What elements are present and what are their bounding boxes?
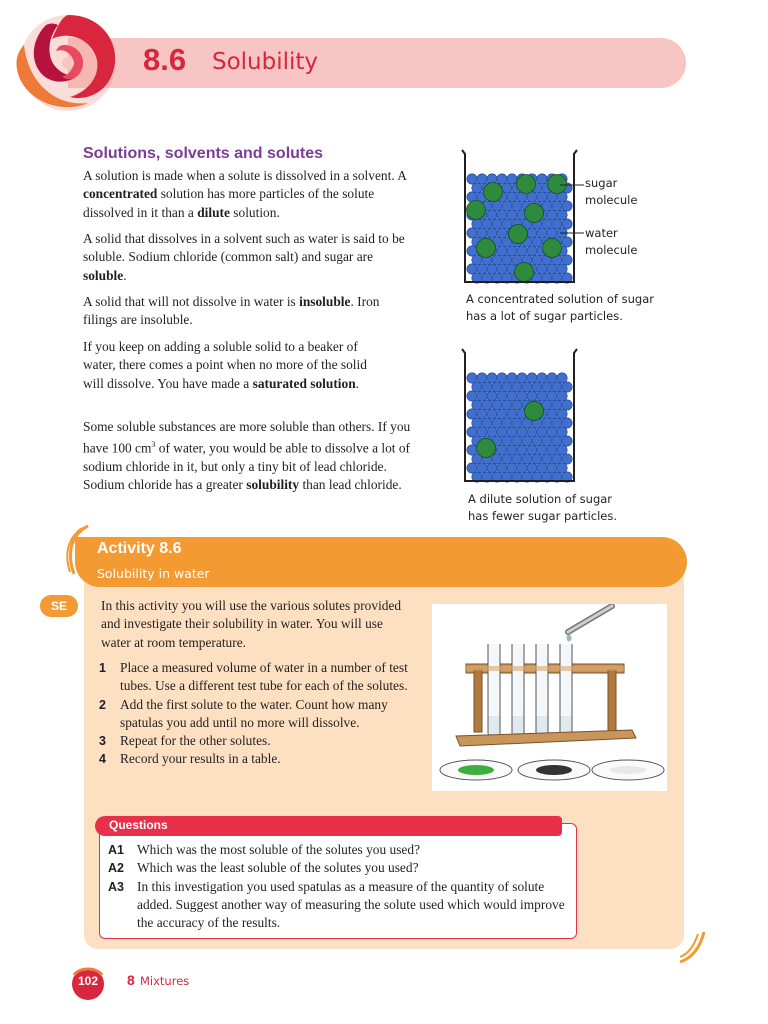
concentrated-caption: A concentrated solution of sugar has a lot of sugar particles. xyxy=(466,292,654,323)
water-molecule xyxy=(467,445,477,455)
subsection-heading: Solutions, solvents and solutes xyxy=(83,145,324,162)
water-molecule xyxy=(557,409,567,419)
activity-intro: In this activity you will use the various solutes provided and investigate their solubility in water. You will use water at room temperature. xyxy=(101,598,402,650)
water-molecule xyxy=(552,382,562,392)
sugar-molecule xyxy=(477,439,496,458)
water-molecule xyxy=(497,228,507,238)
water-molecule xyxy=(507,246,517,256)
water-molecule xyxy=(547,228,557,238)
water-molecule xyxy=(487,228,497,238)
term-concentrated: concentrated xyxy=(83,186,158,202)
water-molecule xyxy=(537,427,547,437)
list-item: 3 Repeat for the other solutes. xyxy=(99,733,271,749)
water-molecule xyxy=(512,382,522,392)
water-molecule xyxy=(487,264,497,274)
water-molecule xyxy=(547,427,557,437)
swirl-logo-icon xyxy=(6,5,136,120)
sugar-molecule-label: sugar molecule xyxy=(585,176,638,207)
water-molecule xyxy=(467,264,477,274)
water-molecule xyxy=(562,255,572,265)
water-molecule xyxy=(507,391,517,401)
water-molecule xyxy=(492,219,502,229)
water-molecule xyxy=(537,174,547,184)
dilute-beaker-diagram xyxy=(458,345,582,487)
water-molecule xyxy=(492,418,502,428)
water-molecule xyxy=(482,219,492,229)
water-molecule xyxy=(467,228,477,238)
water-molecule xyxy=(537,391,547,401)
list-item: 4 Record your results in a table. xyxy=(99,751,281,767)
water-molecule xyxy=(502,201,512,211)
water-molecule xyxy=(547,409,557,419)
water-molecule xyxy=(547,264,557,274)
water-molecule xyxy=(547,391,557,401)
paragraph-saturated: If you keep on adding a soluble solid to a beaker of water, there comes a point when no more of the solid will dissolve. You have made a saturated solution. xyxy=(83,339,367,391)
water-molecule xyxy=(537,264,547,274)
question-item: A2 Which was the least soluble of the solutes you used? xyxy=(108,860,419,876)
water-molecule xyxy=(477,463,487,473)
water-molecule xyxy=(537,445,547,455)
water-molecule xyxy=(552,436,562,446)
water-molecule xyxy=(497,427,507,437)
water-molecule xyxy=(477,373,487,383)
water-molecule xyxy=(482,400,492,410)
water-molecule xyxy=(512,436,522,446)
water-molecule xyxy=(492,255,502,265)
water-molecule xyxy=(472,219,482,229)
test-tube-rack-illustration xyxy=(432,604,667,791)
water-molecule xyxy=(477,409,487,419)
water-molecule xyxy=(527,246,537,256)
water-molecule xyxy=(517,427,527,437)
water-molecule xyxy=(562,382,572,392)
water-molecule xyxy=(562,418,572,428)
water-molecule xyxy=(507,373,517,383)
water-molecule xyxy=(527,373,537,383)
water-molecule xyxy=(517,445,527,455)
water-molecule xyxy=(537,373,547,383)
sugar-molecule xyxy=(517,175,536,194)
question-item: A3 In this investigation you used spatulas as a measure of the quantity of solute added. Suggest another way of measuring the solute used which would improve the accuracy of the results. xyxy=(108,878,565,931)
water-molecule xyxy=(507,463,517,473)
water-molecule xyxy=(552,454,562,464)
question-item: A1 Which was the most soluble of the solutes you used? xyxy=(108,842,421,857)
water-molecule xyxy=(557,463,567,473)
water-molecule xyxy=(502,418,512,428)
water-molecule xyxy=(472,400,482,410)
paragraph-solubility-comparison: Some soluble substances are more soluble than others. If you have 100 $cm^3$ of water, you would be able to dissolve a lot of sodium chloride in it, but only a tiny bit of lead chloride. Sodium chloride has a greater solubility than lead chloride. xyxy=(83,419,411,493)
term-insoluble: insoluble xyxy=(299,294,351,309)
water-molecule xyxy=(492,400,502,410)
water-molecule xyxy=(522,382,532,392)
list-item: 2 Add the first solute to the water. Count how many spatulas you add until no more will dissolve. xyxy=(99,696,388,730)
section-title: Solubility xyxy=(212,49,319,75)
water-molecule xyxy=(507,445,517,455)
water-molecule xyxy=(472,418,482,428)
chapter-number: 8 xyxy=(127,972,135,988)
water-molecule xyxy=(487,463,497,473)
water-molecule xyxy=(502,183,512,193)
water-molecule xyxy=(487,427,497,437)
water-molecule xyxy=(497,174,507,184)
water-molecule xyxy=(502,255,512,265)
water-molecule xyxy=(507,174,517,184)
water-molecule xyxy=(562,400,572,410)
water-molecule xyxy=(487,210,497,220)
water-molecule xyxy=(517,246,527,256)
water-molecule xyxy=(542,382,552,392)
water-molecule xyxy=(472,183,482,193)
water-molecule xyxy=(497,391,507,401)
water-molecule xyxy=(552,418,562,428)
water-molecule xyxy=(537,192,547,202)
water-molecule xyxy=(522,454,532,464)
term-soluble: soluble xyxy=(83,267,124,283)
water-molecule xyxy=(477,427,487,437)
panel-swoosh-icon xyxy=(678,930,708,966)
water-molecule xyxy=(512,400,522,410)
water-molecule xyxy=(542,436,552,446)
water-molecule xyxy=(487,409,497,419)
water-molecule xyxy=(492,382,502,392)
watch-glasses xyxy=(440,760,664,780)
water-molecule xyxy=(542,219,552,229)
water-molecule xyxy=(502,382,512,392)
water-molecule xyxy=(532,454,542,464)
water-molecule xyxy=(532,382,542,392)
sugar-molecule xyxy=(477,239,496,258)
water-molecule xyxy=(507,210,517,220)
water-molecule xyxy=(532,255,542,265)
page-number: 102 xyxy=(77,974,99,988)
water-molecule xyxy=(507,409,517,419)
water-molecule xyxy=(537,228,547,238)
water-molecule xyxy=(507,427,517,437)
sugar-molecule xyxy=(467,201,486,220)
water-molecule xyxy=(492,454,502,464)
water-molecule xyxy=(502,400,512,410)
water-molecule xyxy=(467,373,477,383)
water-molecule xyxy=(467,246,477,256)
water-molecule xyxy=(497,463,507,473)
water-molecule xyxy=(497,445,507,455)
water-molecule xyxy=(467,391,477,401)
water-molecule xyxy=(497,264,507,274)
water-molecule-label: water molecule xyxy=(585,226,638,257)
water-molecule xyxy=(557,264,567,274)
water-molecule xyxy=(467,409,477,419)
water-molecule xyxy=(507,192,517,202)
water-molecule xyxy=(487,391,497,401)
water-molecule xyxy=(472,382,482,392)
water-molecule xyxy=(517,373,527,383)
water-molecule xyxy=(467,427,477,437)
water-molecule xyxy=(527,228,537,238)
water-molecule xyxy=(497,210,507,220)
water-molecule xyxy=(497,246,507,256)
se-badge: SE xyxy=(40,595,78,617)
water-molecule xyxy=(557,445,567,455)
activity-steps xyxy=(99,659,419,769)
water-molecule xyxy=(562,436,572,446)
water-molecule xyxy=(512,454,522,464)
water-molecule xyxy=(547,373,557,383)
water-molecule xyxy=(517,391,527,401)
paragraph-soluble: A solid that dissolves in a solvent such as water is said to be soluble. Sodium chloride (common salt) and sugar are soluble. xyxy=(83,231,405,283)
water-molecule xyxy=(492,201,502,211)
questions-title: Questions xyxy=(109,818,168,832)
water-molecule xyxy=(522,436,532,446)
water-molecule xyxy=(502,454,512,464)
activity-subtitle: Solubility in water xyxy=(97,566,210,581)
water-molecule xyxy=(557,427,567,437)
paragraph-solution-definition: A solution is made when a solute is dissolved in a solvent. A concentrated solution has more particles of the solute dissolved in it than a dilute solution. xyxy=(83,168,407,220)
water-molecule xyxy=(557,391,567,401)
water-molecule xyxy=(487,373,497,383)
water-molecule xyxy=(467,174,477,184)
water-molecule xyxy=(517,463,527,473)
water-molecule xyxy=(477,264,487,274)
water-molecule xyxy=(537,463,547,473)
water-molecule xyxy=(497,409,507,419)
water-molecule xyxy=(512,418,522,428)
list-item: 1 Place a measured volume of water in a number of test tubes. Use a different test tube for each of the solutes. xyxy=(99,660,408,694)
questions-list xyxy=(108,841,568,932)
water-molecules xyxy=(467,373,572,482)
water-molecule xyxy=(477,391,487,401)
water-molecule xyxy=(467,463,477,473)
water-molecule xyxy=(542,201,552,211)
water-molecule xyxy=(472,255,482,265)
water-molecule xyxy=(547,210,557,220)
section-number: 8.6 xyxy=(143,42,187,77)
water-molecule xyxy=(552,400,562,410)
water-molecule xyxy=(497,373,507,383)
water-molecule xyxy=(512,201,522,211)
paragraph-insoluble: A solid that will not dissolve in water is insoluble. Iron filings are insoluble. xyxy=(83,294,380,328)
water-molecule xyxy=(502,436,512,446)
sugar-molecule xyxy=(509,225,528,244)
sugar-molecule xyxy=(525,204,544,223)
water-molecule xyxy=(482,382,492,392)
sugar-molecule xyxy=(525,402,544,421)
water-molecule xyxy=(532,237,542,247)
water-molecule xyxy=(547,445,557,455)
water-molecule xyxy=(477,228,487,238)
water-molecule xyxy=(527,445,537,455)
sugar-molecule xyxy=(543,239,562,258)
term-dilute: dilute xyxy=(197,204,230,220)
water-molecule xyxy=(482,418,492,428)
water-molecule xyxy=(542,454,552,464)
sugar-molecule xyxy=(484,183,503,202)
water-molecule xyxy=(527,427,537,437)
water-molecule xyxy=(542,418,552,428)
water-molecule xyxy=(527,391,537,401)
water-molecule xyxy=(562,454,572,464)
water-molecule xyxy=(527,463,537,473)
water-molecule xyxy=(557,373,567,383)
term-solubility: solubility xyxy=(246,477,300,493)
dilute-caption: A dilute solution of sugar has fewer sugar particles. xyxy=(468,492,618,523)
activity-title: Activity 8.6 xyxy=(97,540,182,557)
term-saturated-solution: saturated solution xyxy=(252,375,356,391)
water-molecule xyxy=(547,463,557,473)
chapter-name: Mixtures xyxy=(140,974,190,988)
water-molecule xyxy=(477,174,487,184)
water-molecule xyxy=(532,436,542,446)
sugar-molecule xyxy=(515,263,534,282)
